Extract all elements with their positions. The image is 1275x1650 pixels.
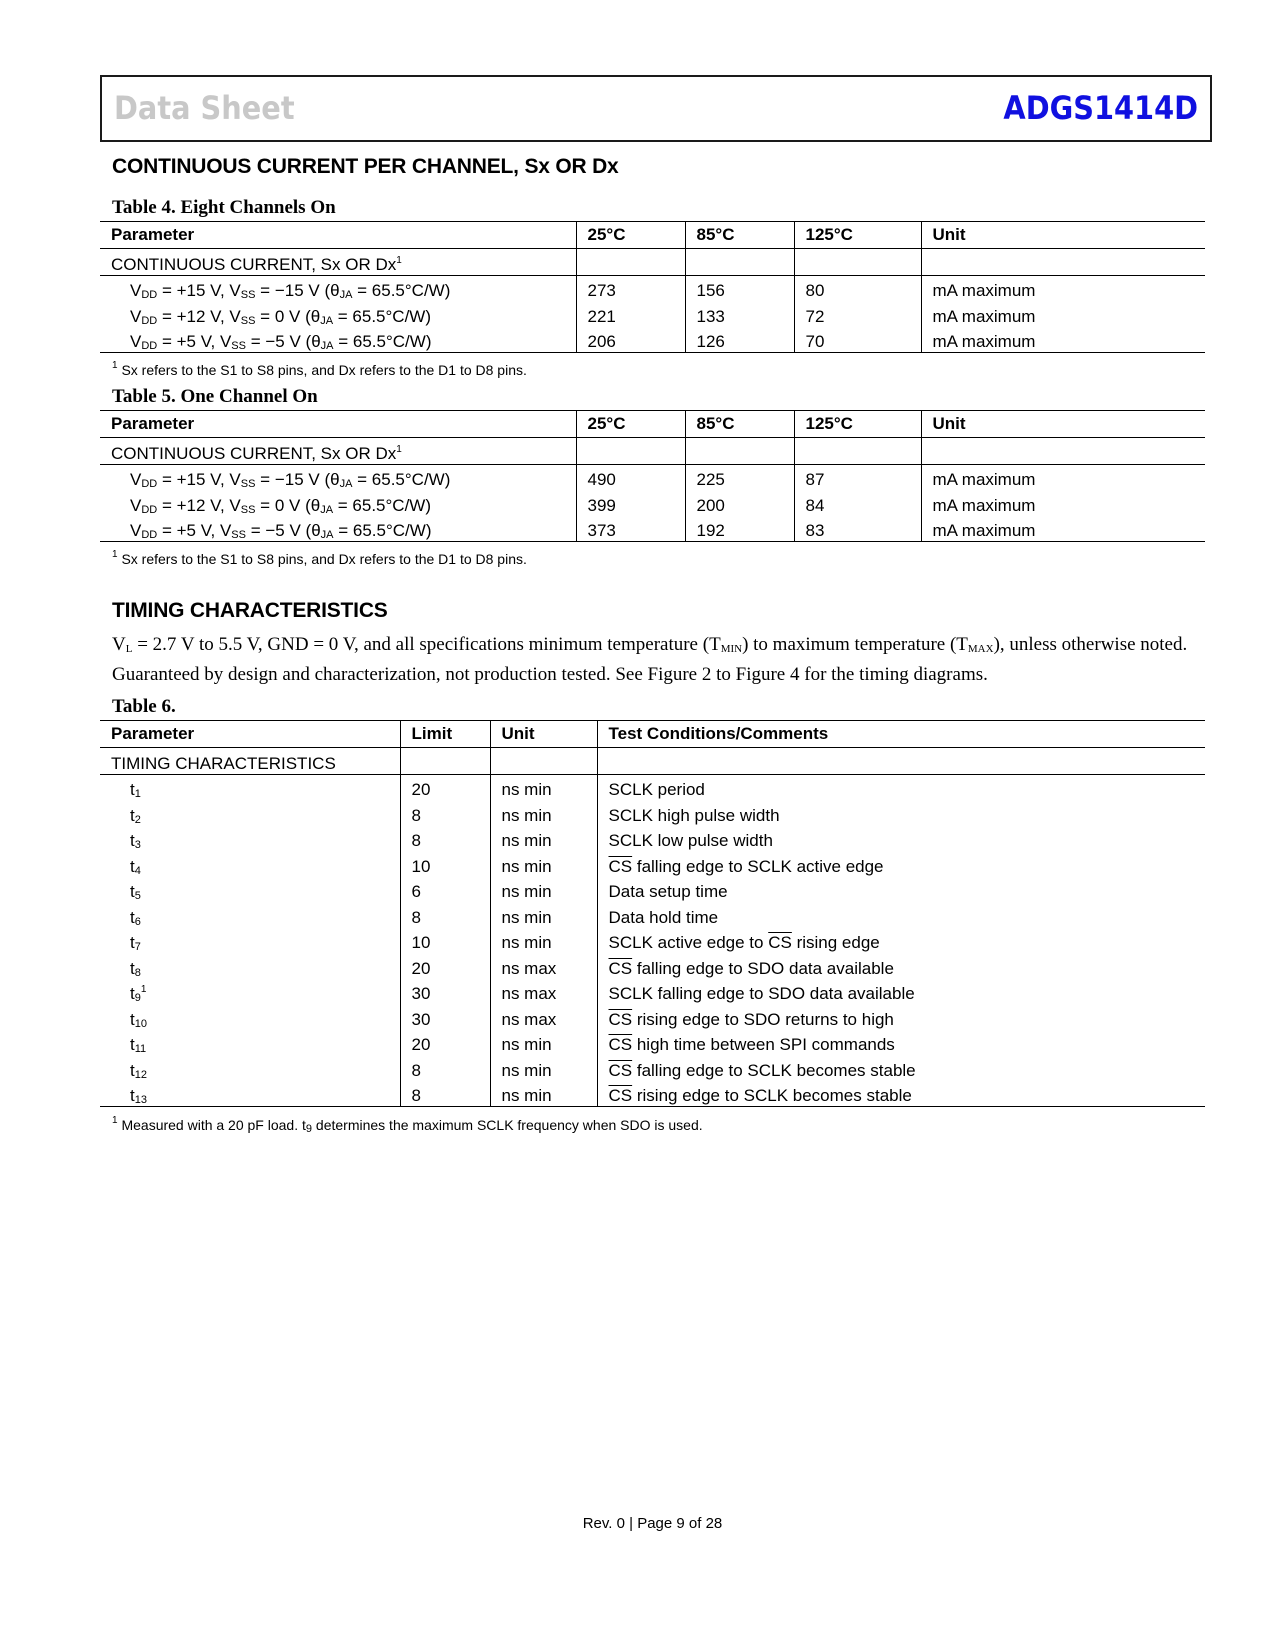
table-group-row [100,249,1205,276]
cs-overbar: $\overline{CS}$ [768,933,792,952]
table-row [100,953,1205,979]
value-cell: 84 [794,490,921,516]
comment-cell: Data hold time [597,902,1205,928]
page-footer: Rev. 0 | Page 9 of 28 [582,1515,723,1532]
page-header [100,75,1212,142]
parameter-cell: t10 [130,1009,147,1030]
parameter-cell: VDD = +5 V, VSS = −5 V (θJA = 65.5°C/W) [100,327,576,353]
table-row [100,516,1205,542]
value-cell: 273 [576,275,685,301]
unit-cell: ns min [490,902,597,928]
limit-cell: 10 [400,928,490,954]
parameter-cell: t7 [130,933,141,953]
section-heading-continuous-current: CONTINUOUS CURRENT PER CHANNEL, Sx OR Dx [112,155,619,178]
limit-cell: 20 [400,774,490,800]
table-row [100,800,1205,826]
value-cell: mA maximum [921,464,1205,490]
column-header-unit: Unit [921,411,1205,438]
comment-cell: $\overline{CS}$ rising edge to SDO returns to high [597,1004,1205,1030]
value-cell: 225 [685,464,794,490]
unit-cell: ns min [490,800,597,826]
parameter-cell: t8 [130,958,141,979]
table-row [100,902,1205,928]
parameter-cell: VDD = +12 V, VSS = 0 V (θJA = 65.5°C/W) [130,495,432,516]
column-header-85c: 85°C [685,222,794,249]
column-header-85c: 85°C [685,411,794,438]
parameter-cell: t1 [130,780,141,800]
table-row [100,1055,1205,1081]
value-cell: 80 [794,275,921,301]
unit-cell: ns min [490,1081,597,1107]
parameter-cell: t3 [130,831,141,851]
header-part-number: ADGS1414D [1003,89,1198,127]
table-row [100,1030,1205,1056]
cs-overbar: $\overline{CS}$ [608,1060,633,1080]
value-cell: 70 [794,327,921,353]
limit-cell: 8 [400,1055,490,1081]
cs-overbar: $\overline{CS}$ [608,1035,633,1054]
limit-cell: 10 [400,851,490,877]
unit-cell: ns min [490,1030,597,1056]
footnote-marker: 1 [396,254,402,266]
table-row [100,826,1205,852]
table-row [100,275,1205,301]
value-cell: 192 [685,516,794,542]
table-header-row [100,411,1205,438]
limit-cell: 8 [400,800,490,826]
group-label: CONTINUOUS CURRENT, Sx OR Dx$^1$ [100,438,576,465]
table-header-row [100,222,1205,249]
table-group-row [100,748,1205,775]
value-cell: 200 [685,490,794,516]
limit-cell: 8 [400,1081,490,1107]
comment-cell: $\overline{CS}$ high time between SPI commands [597,1030,1205,1056]
table-row [100,1081,1205,1107]
parameter-cell: $t9^1$ [130,984,147,1004]
value-cell: 83 [794,516,921,542]
limit-cell: 8 [400,826,490,852]
cs-overbar: $\overline{CS}$ [608,856,633,876]
table-header-row [100,721,1205,748]
parameter-cell: t4 [130,856,141,877]
table-row [100,877,1205,903]
value-cell: 126 [685,327,794,353]
value-cell: mA maximum [921,490,1205,516]
limit-cell: 8 [400,902,490,928]
timing-intro-paragraph: VL = 2.7 V to 5.5 V, GND = 0 V, and all specifications minimum temperature (TMIN) to maximum temperature (TMAX), unless otherwise noted. Guaranteed by design and characterization, not production tested. See Figure 2 to Figure 4 for the timing diagrams. [112,634,1188,685]
value-cell: mA maximum [921,516,1205,542]
parameter-cell: VDD = +15 V, VSS = −15 V (θJA = 65.5°C/W) [130,470,451,490]
table-row [100,774,1205,800]
unit-cell: ns min [490,877,597,903]
parameter-cell: t13 [100,1081,400,1107]
value-cell: mA maximum [921,301,1205,327]
table4-caption: Table 4. Eight Channels On [112,197,336,218]
group-label: CONTINUOUS CURRENT, Sx OR Dx$^1$ [100,249,576,276]
cs-overbar: $\overline{CS}$ [608,958,633,978]
unit-cell: ns max [490,953,597,979]
comment-cell: SCLK falling edge to SDO data available [597,979,1205,1005]
table-row [100,979,1205,1005]
comment-cell: SCLK high pulse width [597,800,1205,826]
limit-cell: 30 [400,1004,490,1030]
table-row [100,490,1205,516]
unit-cell: ns min [490,1055,597,1081]
table4 [100,221,1205,353]
column-header-25c: 25°C [576,411,685,438]
table-row [100,928,1205,954]
value-cell: 399 [576,490,685,516]
table5 [100,410,1205,542]
comment-cell: $\overline{CS}$ falling edge to SDO data available [597,953,1205,979]
value-cell: 87 [794,464,921,490]
table4-footnote: $^1$ Sx refers to the S1 to S8 pins, and Dx refers to the D1 to D8 pins. [112,360,527,378]
comment-cell: $\overline{CS}$ falling edge to SCLK becomes stable [597,1055,1205,1081]
value-cell: 490 [576,464,685,490]
limit-cell: 20 [400,1030,490,1056]
column-header-parameter: Parameter [100,721,400,748]
limit-cell: 20 [400,953,490,979]
comment-cell: $\overline{CS}$ falling edge to SCLK active edge [597,851,1205,877]
value-cell: 156 [685,275,794,301]
cs-overbar: $\overline{CS}$ [608,1086,633,1105]
column-header-comments: Test Conditions/Comments [597,721,1205,748]
table6-footnote: $^1$ Measured with a 20 pF load. t9 determines the maximum SCLK frequency when SDO is used. [112,1115,703,1135]
cs-overbar: $\overline{CS}$ [608,1009,633,1029]
parameter-cell: t5 [130,882,141,902]
column-header-limit: Limit [400,721,490,748]
value-cell: mA maximum [921,327,1205,353]
table5-caption: Table 5. One Channel On [112,386,318,407]
parameter-cell: VDD = +15 V, VSS = −15 V (θJA = 65.5°C/W) [130,281,451,301]
value-cell: mA maximum [921,275,1205,301]
comment-cell: SCLK low pulse width [597,826,1205,852]
unit-cell: ns min [490,928,597,954]
group-label: TIMING CHARACTERISTICS [100,748,400,775]
comment-cell: $\overline{CS}$ rising edge to SCLK becomes stable [597,1081,1205,1107]
section-heading-timing: TIMING CHARACTERISTICS [112,599,388,622]
value-cell: 133 [685,301,794,327]
column-header-parameter: Parameter [100,411,576,438]
parameter-cell: VDD = +12 V, VSS = 0 V (θJA = 65.5°C/W) [130,306,432,327]
footnote-marker: 1 [140,984,147,995]
column-header-unit: Unit [921,222,1205,249]
unit-cell: ns max [490,1004,597,1030]
value-cell: 221 [576,301,685,327]
value-cell: 206 [576,327,685,353]
comment-cell: SCLK active edge to $\overline{CS}$ rising edge [597,928,1205,954]
table-row [100,464,1205,490]
parameter-cell: t11 [130,1035,147,1055]
table6 [100,720,1205,1107]
table-row [100,327,1205,353]
parameter-cell: t2 [130,805,141,826]
column-header-unit: Unit [490,721,597,748]
unit-cell: ns min [490,851,597,877]
header-doc-type: Data Sheet [114,89,295,127]
value-cell: 72 [794,301,921,327]
unit-cell: ns max [490,979,597,1005]
table-row [100,301,1205,327]
comment-cell: SCLK period [597,774,1205,800]
table-row [100,851,1205,877]
parameter-cell: t6 [130,907,141,928]
table-row [100,1004,1205,1030]
footnote-marker: 1 [396,443,402,455]
parameter-cell: VDD = +5 V, VSS = −5 V (θJA = 65.5°C/W) [100,516,576,542]
column-header-125c: 125°C [794,222,921,249]
column-header-125c: 125°C [794,411,921,438]
table-group-row [100,438,1205,465]
column-header-25c: 25°C [576,222,685,249]
parameter-cell: t12 [130,1060,147,1081]
unit-cell: ns min [490,774,597,800]
table6-caption: Table 6. [112,696,176,717]
table5-footnote: $^1$ Sx refers to the S1 to S8 pins, and Dx refers to the D1 to D8 pins. [112,549,527,567]
column-header-parameter: Parameter [100,222,576,249]
limit-cell: 30 [400,979,490,1005]
comment-cell: Data setup time [597,877,1205,903]
value-cell: 373 [576,516,685,542]
unit-cell: ns min [490,826,597,852]
limit-cell: 6 [400,877,490,903]
